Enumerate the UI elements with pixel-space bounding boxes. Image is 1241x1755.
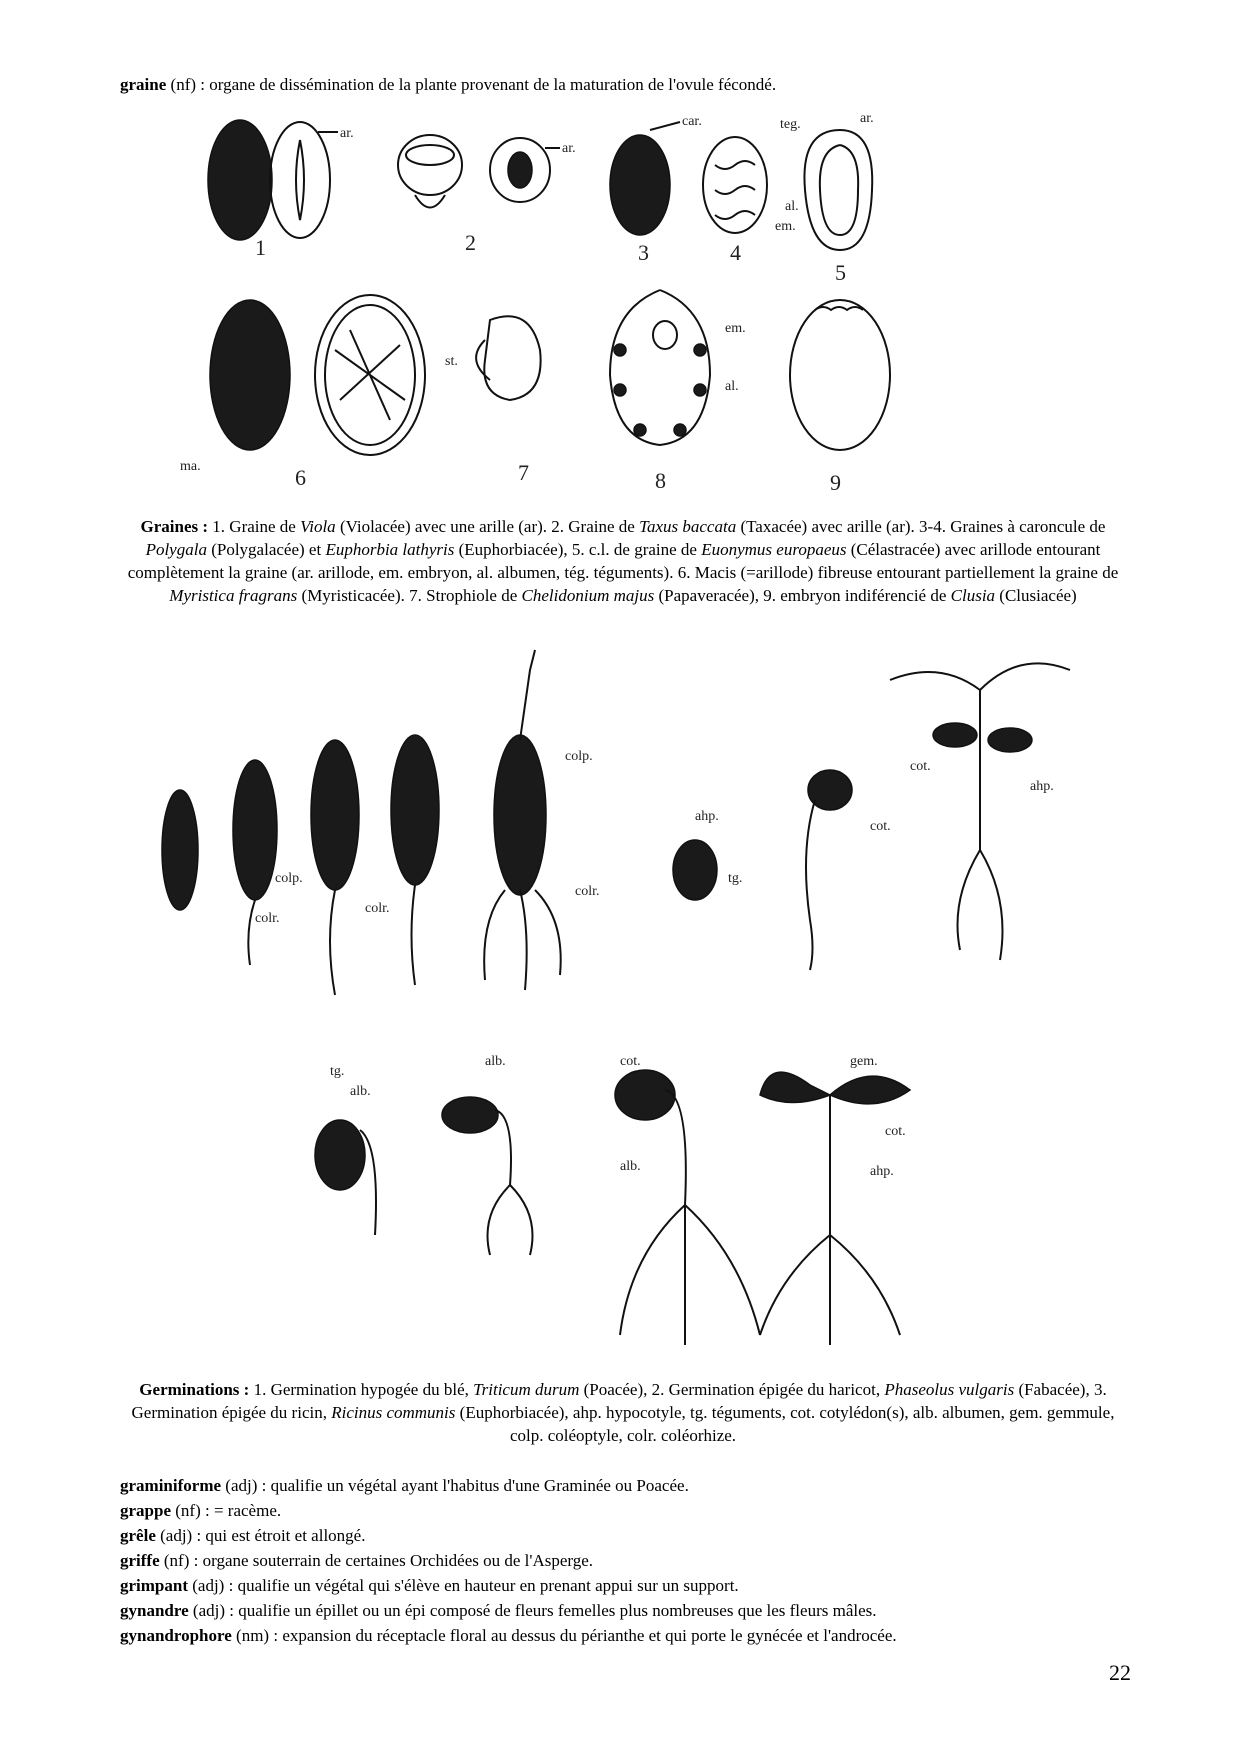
entry-definition: (adj) : qualifie un végétal ayant l'habitus d'une Graminée ou Poacée. [221,1476,689,1495]
entry-definition: (nm) : expansion du réceptacle floral au dessus du périanthe et qui porte le gynécée et l'androcée. [231,1626,897,1645]
label-al-8: al. [725,379,739,394]
label-cot-1: cot. [870,819,891,834]
germination-illustration-top [150,650,1100,1030]
label-ahp-2: ahp. [1030,779,1054,794]
entry-definition: (nf) : organe souterrain de certaines Orchidées ou de l'Asperge. [159,1551,594,1570]
label-colr-1: colr. [255,911,280,926]
seed-number-5: 5 [835,260,846,285]
label-gem: gem. [850,1054,878,1069]
seed-number-4: 4 [730,240,741,265]
entry-grappe [120,1500,281,1522]
entry-term: griffe [120,1551,160,1570]
seed-number-7: 7 [518,460,529,485]
seed-number-2: 2 [465,230,476,255]
entry-gynandrophore [120,1625,897,1647]
label-cot-2: cot. [885,1124,906,1139]
entry-definition: (adj) : qui est étroit et allongé. [155,1526,366,1545]
label-colr-2: colr. [365,901,390,916]
label-ar-2: ar. [562,141,576,156]
seeds-illustration [180,110,1060,500]
entry-definition: (nf) : = racème. [171,1501,282,1520]
entry-term: grimpant [120,1576,188,1595]
label-ma: ma. [180,459,201,474]
label-teg: teg. [780,117,801,132]
entry-term: gynandrophore [120,1626,232,1645]
entry-gynandre [120,1600,877,1622]
label-alb-1: alb. [350,1084,371,1099]
seed-1-embryo [296,140,304,220]
entry-definition: (adj) : qualifie un épillet ou un épi composé de fleurs femelles plus nombreuses que les fleurs mâles. [188,1601,877,1620]
seed-number-1: 1 [255,235,266,260]
seeds-caption: Graines : 1. Graine de Viola (Violacée) avec une arille (ar). 2. Graine de Taxus baccata (Taxacée) avec arille (ar). 3-4. Graines à caroncule de Polygala (Polygalacée) et Euphorbia lathyris (Euphorbiacée), 5. c.l. de graine de Euonymus europaeus (Célastracée) avec arillode entourant complètement la graine (ar. arillode, em. embryon, al. albumen, tég. téguments). 6. Macis (=arillode) fibreuse entourant partiellement la graine de Myristica fragrans (Myristicacée). 7. Strophiole de Chelidonium majus (Papaveracée), 9. embryon indiférencié de Clusia (Clusiacée) [127,517,1119,605]
germination-illustration-bottom [290,1035,950,1355]
entry-term: graminiforme [120,1476,222,1495]
entry-term: gynandre [120,1601,189,1620]
entry-term: graine [120,75,167,94]
label-ar-1: ar. [340,126,354,141]
germinations-caption: Germinations : 1. Germination hypogée du blé, Triticum durum (Poacée), 2. Germination épigée du haricot, Phaseolus vulgaris (Fabacée), 3. Germination épigée du ricin, Ricinus communis (Euphorbiacée), ahp. hypocotyle, tg. téguments, cot. cotylédon(s), alb. albumen, gem. gemmule, colp. coléoptyle, colr. coléorhize. [131,1380,1115,1445]
label-car: car. [682,114,702,129]
entry-term: grêle [120,1526,156,1545]
label-al-5: al. [785,199,799,214]
seeds-figure [180,110,1060,500]
page-number: 22 [1109,1660,1131,1685]
label-alb-3: alb. [620,1159,641,1174]
label-cot-2: cot. [910,759,931,774]
entry-grele [120,1525,365,1547]
label-tg-1: tg. [728,871,743,886]
label-ahp-1: ahp. [695,809,719,824]
seed-1-section [270,122,330,238]
label-em-8: em. [725,321,746,336]
seed-number-9: 9 [830,470,841,495]
germination-figure-bottom [290,1035,950,1355]
label-st: st. [445,354,458,369]
label-tg: tg. [330,1064,345,1079]
label-colp-1: colp. [275,871,303,886]
entry-definition: (nf) : organe de dissémination de la plante provenant de la maturation de l'ovule fécondé. [166,75,777,94]
label-ar-5: ar. [860,111,874,126]
entry-definition: (adj) : qualifie un végétal qui s'élève en hauteur en prenant appui sur un support. [188,1576,739,1595]
seed-1-outer [208,120,272,240]
label-cot-1: cot. [620,1054,641,1069]
entry-term: grappe [120,1501,171,1520]
label-ahp: ahp. [870,1164,894,1179]
label-em-5: em. [775,219,796,234]
germination-figure-top [150,650,1100,1030]
entry-graine [120,74,776,96]
seed-number-8: 8 [655,468,666,493]
entry-grimpant [120,1575,739,1597]
entry-griffe [120,1550,593,1572]
label-colp-2: colp. [565,749,593,764]
entry-graminiforme [120,1475,689,1497]
seed-number-3: 3 [638,240,649,265]
seed-number-6: 6 [295,465,306,490]
label-alb-2: alb. [485,1054,506,1069]
label-colr-3: colr. [575,884,600,899]
